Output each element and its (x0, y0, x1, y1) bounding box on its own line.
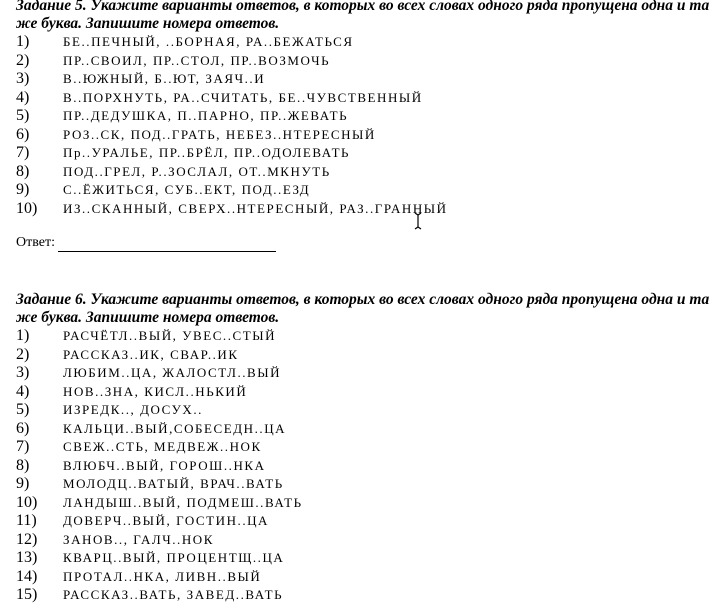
task-5-option (16, 163, 716, 182)
option-number: 7) (16, 144, 30, 161)
task-6-heading: Задание 6. Укажите варианты ответов, в которых во всех словах одного ряда пропущена одна и та же буква. Запишите номера ответов. (16, 291, 710, 326)
option-number: 1) (16, 327, 30, 344)
task-6-option (16, 383, 716, 402)
option-number: 10) (16, 493, 38, 511)
task-5-option (16, 144, 716, 163)
option-text: ПР..СВОИЛ, ПР..СТОЛ, ПР..ВОЗМОЧЬ (63, 52, 331, 68)
task-5-option (16, 107, 716, 126)
task-5-option (16, 126, 716, 145)
option-text: ЛЮБИМ..ЦА, ЖАЛОСТЛ..ВЫЙ (63, 365, 282, 380)
option-text: МОЛОДЦ..ВАТЫЙ, ВРАЧ..ВАТЬ (63, 476, 284, 491)
option-text: В..ЮЖНЫЙ, Б..ЮТ, ЗАЯЧ..И (63, 71, 266, 86)
task-5-option (16, 200, 716, 219)
option-number: 3) (16, 364, 30, 381)
text-cursor-icon (413, 212, 423, 230)
option-text: Пр..УРАЛЬЕ, ПР..БРЁЛ, ПР..ОДОЛЕВАТЬ (63, 145, 351, 160)
task-6-option (16, 568, 716, 587)
option-text: ПРОТАЛ..НКА, ЛИВН..ВЫЙ (63, 568, 262, 584)
option-number: 15) (16, 586, 38, 603)
option-text: НОВ..ЗНА, КИСЛ..НЬКИЙ (63, 383, 248, 399)
option-text: С..ЁЖИТЬСЯ, СУБ..ЕКТ, ПОД..ЕЗД (63, 182, 311, 197)
task-5-option (16, 33, 716, 52)
task-6-option (16, 549, 716, 568)
option-text: РОЗ..СК, ПОД..ГРАТЬ, НЕБЕЗ..НТЕРЕСНЫЙ (63, 126, 376, 142)
task-5 (16, 0, 716, 218)
task-6 (16, 291, 716, 605)
option-text: ИЗ..СКАННЫЙ, СВЕРХ..НТЕРЕСНЫЙ, РАЗ..ГРАННЫЙ (63, 200, 448, 216)
task-5-option (16, 52, 716, 71)
option-number: 10) (16, 199, 38, 217)
task-6-option (16, 531, 716, 550)
answer-row (16, 234, 276, 252)
option-number: 13) (16, 549, 38, 566)
option-text: ЗАНОВ.., ГАЛЧ..НОК (63, 531, 214, 547)
option-text: РАССКАЗ..ВАТЬ, ЗАВЕД..ВАТЬ (63, 587, 284, 602)
option-text: ВЛЮБЧ..ВЫЙ, ГОРОШ..НКА (63, 457, 266, 473)
option-number: 6) (16, 125, 30, 143)
option-number: 2) (16, 51, 30, 69)
task-6-option (16, 401, 716, 420)
option-number: 2) (16, 345, 30, 363)
option-number: 5) (16, 107, 30, 124)
option-text: ПР..ДЕДУШКА, П..ПАРНО, ПР..ЖЕВАТЬ (63, 108, 349, 123)
option-number: 4) (16, 88, 30, 106)
option-number: 9) (16, 181, 30, 198)
task-6-option (16, 364, 716, 383)
option-text: ПОД..ГРЕЛ, Р..ЗОСЛАЛ, ОТ..МКНУТЬ (63, 163, 331, 179)
task-6-option (16, 475, 716, 494)
task-6-option (16, 327, 716, 346)
task-5-option (16, 89, 716, 108)
answer-label: Ответ: (16, 235, 55, 250)
option-number: 8) (16, 162, 30, 180)
task-6-option (16, 346, 716, 365)
task-6-options (16, 327, 716, 605)
option-text: КВАРЦ..ВЫЙ, ПРОЦЕНТЩ..ЦА (63, 550, 285, 565)
option-number: 6) (16, 419, 30, 437)
option-text: В..ПОРХНУТЬ, РА..СЧИТАТЬ, БЕ..ЧУВСТВЕННЫЙ (63, 89, 423, 105)
task-5-options (16, 33, 716, 218)
option-text: СВЕЖ..СТЬ, МЕДВЕЖ..НОК (63, 439, 262, 454)
task-6-option (16, 494, 716, 513)
option-number: 4) (16, 382, 30, 400)
option-number: 14) (16, 567, 38, 585)
option-number: 11) (16, 512, 37, 529)
option-text: ЛАНДЫШ..ВЫЙ, ПОДМЕШ..ВАТЬ (63, 494, 303, 510)
task-6-option (16, 512, 716, 531)
answer-field[interactable] (58, 237, 276, 252)
task-6-option (16, 438, 716, 457)
option-number: 8) (16, 456, 30, 474)
option-number: 3) (16, 70, 30, 87)
option-number: 5) (16, 401, 30, 418)
option-text: ИЗРЕДК.., ДОСУХ.. (63, 402, 203, 417)
option-text: РАСЧЁТЛ..ВЫЙ, УВЕС..СТЫЙ (63, 328, 277, 343)
task-6-option (16, 420, 716, 439)
option-number: 12) (16, 530, 38, 548)
option-number: 9) (16, 475, 30, 492)
task-5-option (16, 70, 716, 89)
task-5-heading: Задание 5. Укажите варианты ответов, в которых во всех словах одного ряда пропущена одна и та же буква. Запишите номера ответов. (16, 0, 710, 32)
option-text: РАССКАЗ..ИК, СВАР..ИК (63, 346, 239, 362)
task-5-option (16, 181, 716, 200)
option-text: ДОВЕРЧ..ВЫЙ, ГОСТИН..ЦА (63, 513, 269, 528)
option-text: БЕ..ПЕЧНЫЙ, ..БОРНАЯ, РА..БЕЖАТЬСЯ (63, 34, 354, 49)
option-number: 7) (16, 438, 30, 455)
task-6-option (16, 457, 716, 476)
option-number: 1) (16, 33, 30, 50)
task-6-option (16, 586, 716, 605)
option-text: КАЛЬЦИ..ВЫЙ,СОБЕСЕДН..ЦА (63, 420, 287, 436)
